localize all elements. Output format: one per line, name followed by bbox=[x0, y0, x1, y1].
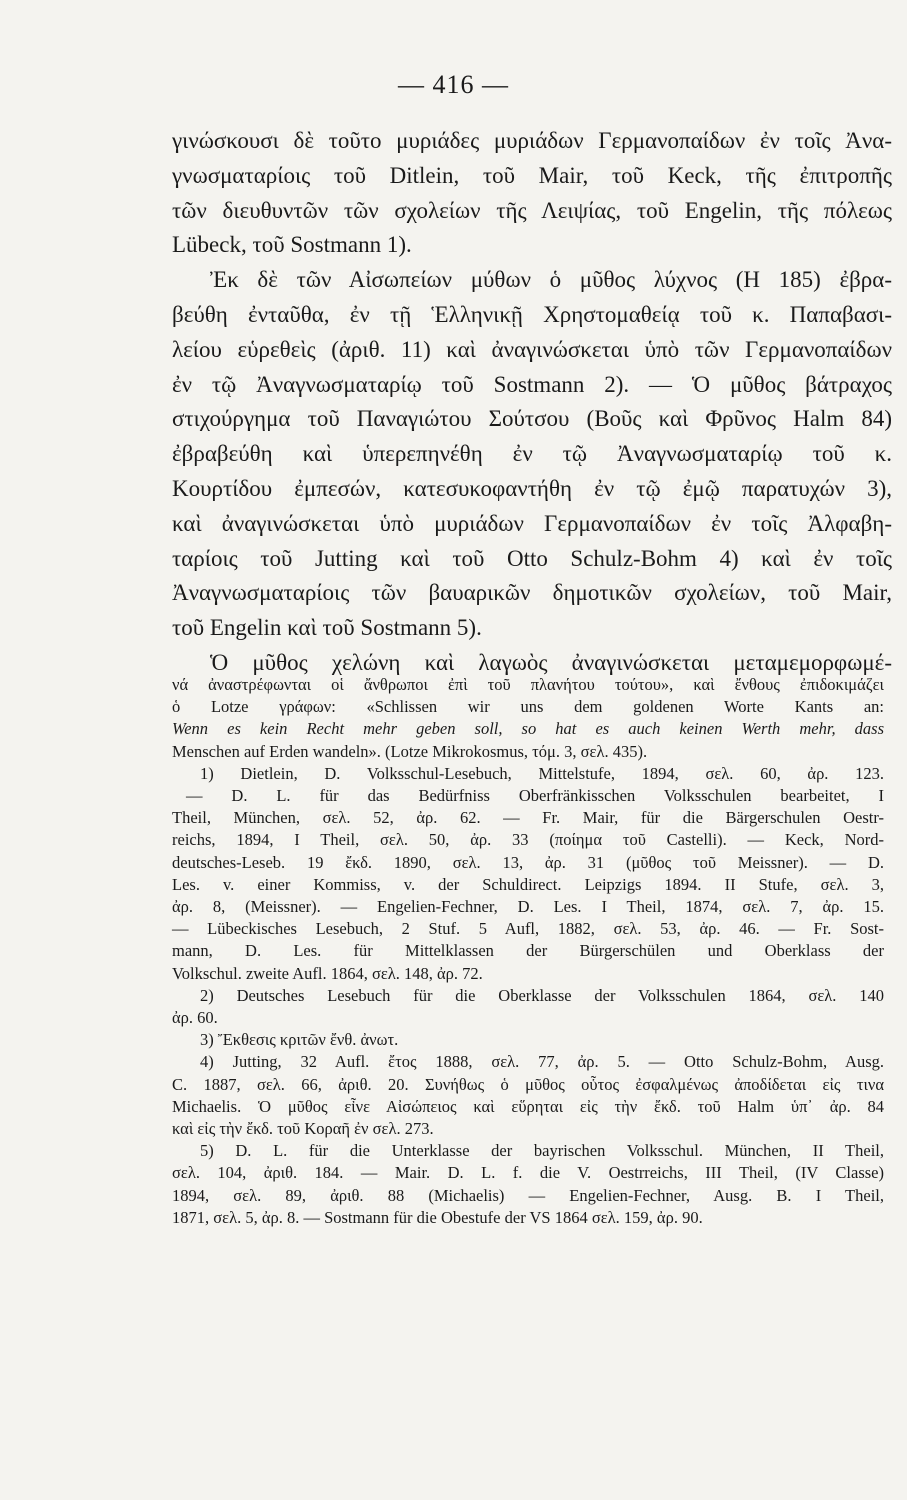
text-line: Ἀναγνωσματαρίοις τῶν βαυαρικῶν δημοτικῶν σχολείων, τοῦ Mair, bbox=[172, 580, 892, 606]
footnote-line: C. 1887, σελ. 66, ἀριθ. 20. Συνήθως ὁ μῦθος οὗτος ἐσφαλμένως ἀποδίδεται εἰς τινα bbox=[172, 1074, 884, 1094]
footnotes bbox=[172, 674, 884, 1229]
footnote-line: 1871, σελ. 5, ἀρ. 8. — Sostmann für die Obestufe der VS 1864 σελ. 159, ἀρ. 90. bbox=[172, 1207, 703, 1227]
footnote-line: — D. L. für das Bedürfniss Oberfränkisschen Volksschulen bearbeitet, I bbox=[186, 786, 884, 806]
footnote-4: 4) Jutting, 32 Aufl. ἔτος 1888, σελ. 77, ἀρ. 5. — Otto Schulz-Bohm, Ausg. bbox=[200, 1052, 884, 1072]
footnote-5: 5) D. L. für die Unterklasse der bayrischen Volksschul. München, II Theil, bbox=[200, 1141, 884, 1161]
footnote-line: mann, D. Les. für Mittelklassen der Bürgerschülen und Oberklass der bbox=[172, 941, 884, 961]
text-line: βεύθη ἐνταῦθα, ἐν τῇ Ἑλληνικῇ Χρηστομαθείᾳ τοῦ κ. Παπαβασι- bbox=[172, 301, 892, 327]
text-line: Lübeck, τοῦ Sostmann 1). bbox=[172, 232, 412, 258]
text-line: γνωσματαρίοις τοῦ Ditlein, τοῦ Mair, τοῦ Keck, τῆς ἐπιτροπῆς bbox=[172, 162, 892, 188]
text-line: καὶ ἀναγινώσκεται ὑπὸ μυριάδων Γερμανοπαίδων ἐν τοῖς Ἀλφαβη- bbox=[172, 510, 892, 536]
footnote-line: καὶ εἰς τὴν ἔκδ. τοῦ Κοραῆ ἐν σελ. 273. bbox=[172, 1119, 434, 1139]
text-line: στιχούργημα τοῦ Παναγιώτου Σούτσου (Βοῦς καὶ Φρῦνος Halm 84) bbox=[172, 406, 892, 432]
footnote-line: νά ἀναστρέφωνται οἱ ἄνθρωποι ἐπὶ τοῦ πλανήτου τούτου», καὶ ἔνθους ἐπιδοκιμάζει bbox=[172, 675, 884, 694]
text-line: γινώσκουσι δὲ τοῦτο μυριάδες μυριάδων Γερμανοπαίδων ἐν τοῖς Ἀνα- bbox=[172, 128, 892, 153]
footnote-2: 2) Deutsches Lesebuch für die Oberklasse der Volksschulen 1864, σελ. 140 bbox=[200, 985, 884, 1005]
footnote-line: Theil, München, σελ. 52, ἀρ. 62. — Fr. Mair, für die Bärgerschulen Oestr- bbox=[172, 808, 884, 828]
footnote-line: ὁ Lotze γράφων: «Schlissen wir uns dem goldenen Worte Kants an: bbox=[172, 697, 884, 717]
footnote-line: Les. v. einer Kommiss, v. der Schuldirect. Leipzigs 1894. II Stufe, σελ. 3, bbox=[172, 874, 884, 894]
text-line: τῶν διευθυντῶν τῶν σχολείων τῆς Λειψίας, τοῦ Engelin, τῆς πόλεως bbox=[172, 197, 892, 223]
footnote-line: ἀρ. 8, (Meissner). — Engelien-Fechner, D. Les. I Theil, 1874, σελ. 7, ἀρ. 15. bbox=[172, 897, 884, 917]
text-line: ταρίοις τοῦ Jutting καὶ τοῦ Otto Schulz-Bohm 4) καὶ ἐν τοῖς bbox=[172, 545, 892, 571]
footnote-line: ἀρ. 60. bbox=[172, 1008, 218, 1028]
footnote-1: 1) Dietlein, D. Volksschul-Lesebuch, Mittelstufe, 1894, σελ. 60, ἀρ. 123. bbox=[200, 763, 884, 783]
text-line: λείου εὑρεθεὶς (ἀριθ. 11) καὶ ἀναγινώσκεται ὑπὸ τῶν Γερμανοπαίδων bbox=[172, 336, 892, 362]
text-line: Ὁ μῦθος χελώνη καὶ λαγωὸς ἀναγινώσκεται μεταμεμορφωμέ- bbox=[210, 649, 892, 675]
paragraph-2 bbox=[172, 263, 892, 646]
main-text bbox=[172, 124, 892, 681]
text-line: Ἐκ δὲ τῶν Αἰσωπείων μύθων ὁ μῦθος λύχνος (Η 185) ἐβρα- bbox=[210, 267, 892, 293]
text-line: Κουρτίδου ἐμπεσών, κατεσυκοφαντήθη ἐν τῷ ἐμῷ παρατυχών 3), bbox=[172, 475, 892, 501]
text-line: τοῦ Engelin καὶ τοῦ Sostmann 5). bbox=[172, 615, 482, 641]
footnote-3: 3) Ἔκθεσις κριτῶν ἔνθ. ἀνωτ. bbox=[200, 1030, 399, 1050]
text-line: ἐν τῷ Ἀναγνωσματαρίῳ τοῦ Sostmann 2). — Ὁ μῦθος βάτραχος bbox=[172, 371, 892, 397]
paragraph-1 bbox=[172, 124, 892, 263]
footnote-line: Volkschul. zweite Aufl. 1864, σελ. 148, ἀρ. 72. bbox=[172, 963, 483, 983]
footnote-line: Menschen auf Erden wandeln». (Lotze Mikrokosmus, τόμ. 3, σελ. 435). bbox=[172, 741, 648, 761]
footnote-line: σελ. 104, ἀριθ. 184. — Mair. D. L. f. die V. Oestrreichs, III Theil, (IV Classe) bbox=[172, 1163, 884, 1183]
page-number: — 416 — bbox=[398, 70, 509, 99]
footnote-line: Wenn es kein Recht mehr geben soll, so hat es auch keinen Werth mehr, dass bbox=[172, 719, 884, 739]
footnote-line: — Lübeckisches Lesebuch, 2 Stuf. 5 Aufl, 1882, σελ. 53, ἀρ. 46. — Fr. Sost- bbox=[172, 919, 884, 939]
footnote-line: 1894, σελ. 89, ἀριθ. 88 (Michaelis) — Engelien-Fechner, Ausg. B. I Theil, bbox=[172, 1185, 884, 1205]
footnote-line: reichs, 1894, I Theil, σελ. 50, ἀρ. 33 (ποίημα τοῦ Castelli). — Keck, Nord- bbox=[172, 830, 884, 850]
text-line: ἐβραβεύθη καὶ ὑπερεπηνέθη ἐν τῷ Ἀναγνωσματαρίῳ τοῦ κ. bbox=[172, 441, 892, 467]
footnote-line: deutsches-Leseb. 19 ἔκδ. 1890, σελ. 13, ἀρ. 31 (μῦθος τοῦ Meissner). — D. bbox=[172, 852, 884, 872]
footnote-line: Michaelis. Ὁ μῦθος εἶνε Αἰσώπειος καὶ εὕρηται εἰς τὴν ἔκδ. τοῦ Halm ὑπ᾽ ἀρ. 84 bbox=[172, 1096, 884, 1116]
